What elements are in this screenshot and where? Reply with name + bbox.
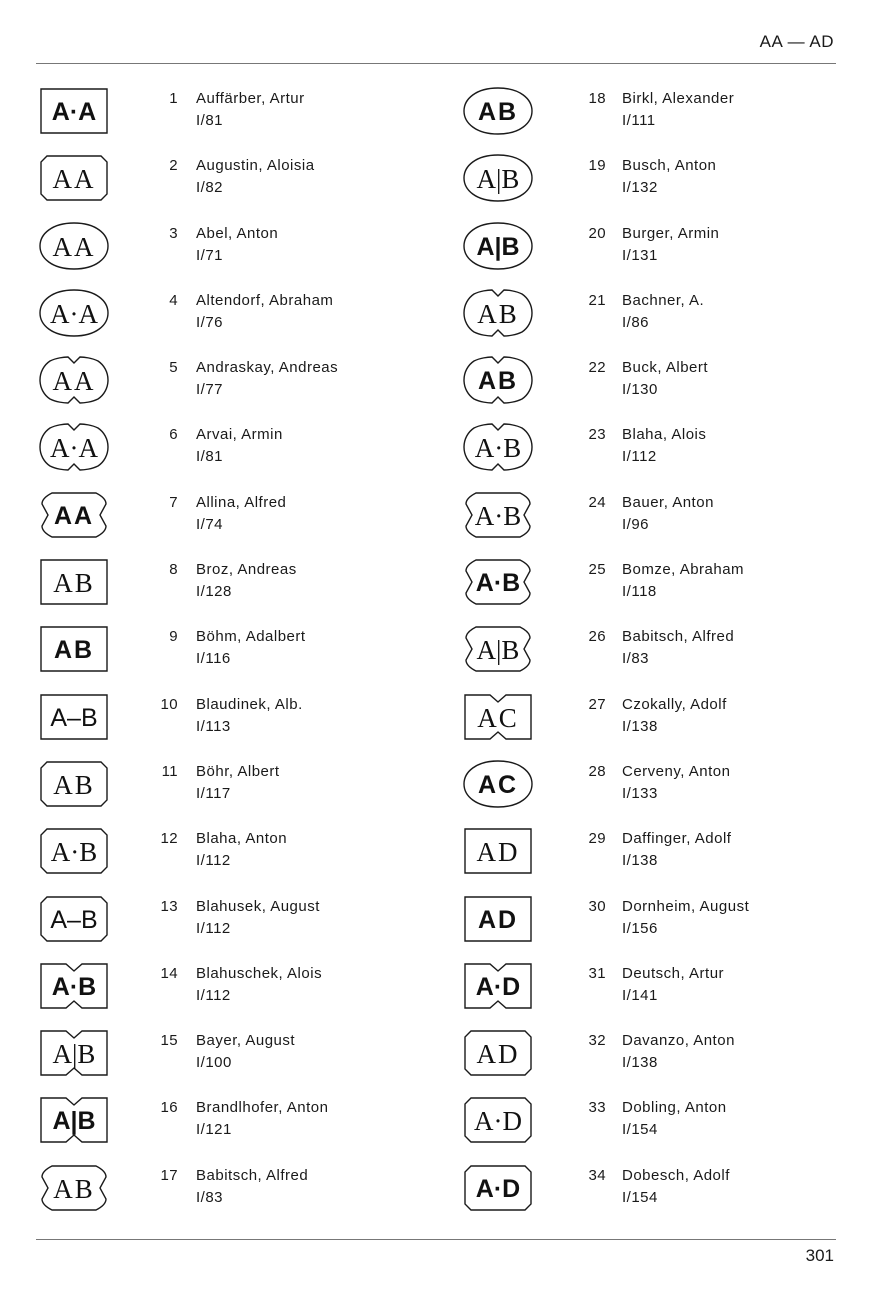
hallmark-letters: A·B (475, 569, 521, 598)
maker-name: Altendorf, Abraham (196, 291, 334, 309)
hallmark-letters: AB (477, 367, 519, 396)
hallmark-letters: AD (476, 837, 520, 868)
hallmark-stamp (38, 490, 110, 540)
hallmark-entry (36, 955, 456, 1022)
hallmark-shape (462, 1028, 534, 1078)
hallmark-letters: A·B (50, 837, 98, 868)
maker-name: Blahuschek, Alois (196, 964, 323, 982)
hallmark-entry (36, 888, 456, 955)
maker-name: Allina, Alfred (196, 493, 287, 511)
maker-name: Böhm, Adalbert (196, 628, 306, 646)
entry-number: 8 (169, 561, 178, 579)
maker-name: Blaha, Anton (196, 830, 288, 848)
hallmark-letters: A|B (52, 1107, 96, 1136)
hallmark-entry (36, 1022, 456, 1089)
maker-name: Bachner, A. (622, 291, 705, 309)
hallmark-entry (36, 820, 456, 887)
hallmark-entry (36, 147, 456, 214)
maker-name: Birkl, Alexander (622, 90, 735, 107)
maker-name: Bauer, Anton (622, 493, 714, 511)
hallmark-letters: AB (53, 769, 95, 800)
hallmark-stamp (38, 355, 110, 405)
hallmark-stamp (38, 894, 110, 944)
hallmark-letters: AD (476, 1039, 520, 1070)
hallmark-stamp (38, 1028, 110, 1078)
maker-name: Bomze, Abraham (622, 561, 745, 579)
hallmark-shape (462, 894, 534, 944)
hallmark-shape (38, 1095, 110, 1145)
hallmark-stamp (462, 221, 534, 271)
hallmark-entry (460, 686, 880, 753)
right-column (460, 80, 880, 1224)
catalog-reference: I/77 (196, 381, 224, 399)
maker-name: Blaha, Alois (622, 426, 707, 444)
entry-number: 11 (161, 762, 178, 780)
catalog-reference: I/138 (622, 1054, 658, 1072)
hallmark-stamp (462, 490, 534, 540)
hallmark-entry (460, 80, 880, 147)
entry-number: 17 (160, 1166, 178, 1184)
hallmark-entry (460, 215, 880, 282)
hallmark-letters: AA (52, 231, 96, 262)
hallmark-shape (462, 557, 534, 607)
entry-number: 13 (160, 897, 178, 915)
hallmark-letters: AA (52, 366, 96, 397)
catalog-reference: I/121 (196, 1121, 232, 1139)
maker-name: Brandlhofer, Anton (196, 1099, 329, 1117)
hallmark-letters: A–B (50, 905, 98, 934)
hallmark-entry (36, 484, 456, 551)
hallmark-letters: A|B (52, 1039, 96, 1070)
catalog-reference: I/156 (622, 919, 658, 937)
hallmark-shape (38, 153, 110, 203)
maker-name: Andraskay, Andreas (196, 359, 339, 377)
hallmark-entry (36, 349, 456, 416)
hallmark-shape (38, 86, 110, 136)
hallmark-stamp (462, 86, 534, 136)
catalog-reference: I/116 (196, 650, 231, 668)
maker-name: Abel, Anton (196, 224, 279, 242)
hallmark-shape (462, 624, 534, 674)
catalog-reference: I/76 (196, 313, 224, 331)
hallmark-shape (38, 288, 110, 338)
hallmark-letters: A·A (50, 298, 98, 329)
catalog-reference: I/118 (622, 583, 657, 601)
hallmark-letters: A·D (475, 972, 521, 1001)
entry-number: 34 (588, 1166, 606, 1184)
hallmark-entry (460, 349, 880, 416)
hallmark-shape (38, 961, 110, 1011)
catalog-reference: I/112 (196, 919, 231, 937)
maker-name: Deutsch, Artur (622, 964, 725, 982)
hallmark-stamp (38, 288, 110, 338)
catalog-reference: I/154 (622, 1188, 658, 1206)
maker-name: Burger, Armin (622, 224, 720, 242)
hallmark-stamp (38, 624, 110, 674)
hallmark-shape (462, 86, 534, 136)
hallmark-shape (462, 1095, 534, 1145)
hallmark-shape (38, 1028, 110, 1078)
hallmark-shape (38, 826, 110, 876)
catalog-reference: I/141 (622, 986, 658, 1004)
hallmark-entry (460, 1157, 880, 1224)
hallmark-letters: AB (477, 98, 519, 126)
maker-name: Böhr, Albert (196, 762, 280, 780)
hallmark-entry (460, 147, 880, 214)
catalog-reference: I/83 (622, 650, 650, 668)
hallmark-shape (38, 422, 110, 472)
hallmark-shape (462, 1163, 534, 1213)
catalog-reference: I/96 (622, 515, 650, 533)
hallmark-stamp (462, 1028, 534, 1078)
hallmark-shape (462, 759, 534, 809)
maker-name: Cerveny, Anton (622, 762, 731, 780)
entry-number: 30 (588, 897, 606, 915)
entry-number: 31 (588, 964, 606, 982)
hallmark-entry (460, 888, 880, 955)
catalog-reference: I/81 (196, 448, 224, 466)
entry-number: 19 (588, 157, 606, 175)
maker-name: Davanzo, Anton (622, 1032, 735, 1050)
maker-name: Busch, Anton (622, 157, 717, 175)
hallmark-letters: A·B (51, 972, 97, 1001)
entry-number: 32 (588, 1032, 606, 1050)
hallmark-stamp (462, 692, 534, 742)
page-header-range: AA — AD (759, 32, 834, 51)
entry-number: 4 (169, 291, 178, 309)
entry-number: 6 (169, 426, 178, 444)
hallmark-entry (460, 1022, 880, 1089)
entry-number: 9 (169, 628, 178, 646)
entry-number: 26 (588, 628, 606, 646)
entry-number: 1 (169, 90, 178, 107)
hallmark-entry (36, 416, 456, 483)
catalog-reference: I/131 (622, 246, 658, 264)
entry-number: 10 (160, 695, 178, 713)
maker-name: Blahusek, August (196, 897, 320, 915)
hallmark-letters: AB (53, 568, 95, 599)
catalog-reference: I/86 (622, 313, 650, 331)
catalog-reference: I/154 (622, 1121, 658, 1139)
hallmark-stamp (38, 422, 110, 472)
entry-number: 14 (160, 964, 178, 982)
hallmark-stamp (462, 961, 534, 1011)
catalog-reference: I/111 (622, 112, 656, 129)
hallmark-shape (462, 153, 534, 203)
maker-name: Buck, Albert (622, 359, 709, 377)
hallmark-stamp (38, 557, 110, 607)
hallmark-shape (38, 624, 110, 674)
hallmark-letters: AD (477, 905, 519, 934)
hallmark-stamp (38, 826, 110, 876)
hallmark-stamp (38, 221, 110, 271)
catalog-reference: I/117 (196, 784, 231, 802)
hallmark-entry (460, 820, 880, 887)
hallmark-entry (36, 1157, 456, 1224)
hallmark-shape (38, 759, 110, 809)
catalog-reference: I/112 (196, 852, 231, 870)
catalog-reference: I/82 (196, 179, 224, 197)
hallmark-letters: AA (52, 164, 96, 195)
catalog-reference: I/100 (196, 1054, 232, 1072)
hallmark-stamp (38, 1095, 110, 1145)
catalog-reference: I/81 (196, 112, 224, 129)
left-column (36, 80, 456, 1224)
catalog-reference: I/132 (622, 179, 658, 197)
hallmark-stamp (38, 759, 110, 809)
hallmark-stamp (462, 355, 534, 405)
hallmark-letters: AC (477, 770, 519, 799)
catalog-reference: I/138 (622, 852, 658, 870)
entry-number: 28 (588, 762, 606, 780)
hallmark-shape (462, 221, 534, 271)
hallmark-shape (38, 221, 110, 271)
hallmark-stamp (462, 1095, 534, 1145)
maker-name: Arvai, Armin (196, 426, 283, 444)
entry-number: 21 (588, 291, 606, 309)
hallmark-stamp (462, 153, 534, 203)
hallmark-letters: A·A (50, 433, 98, 464)
page-number: 301 (805, 1246, 834, 1265)
hallmark-stamp (462, 759, 534, 809)
hallmark-entry (460, 551, 880, 618)
catalog-reference: I/71 (196, 246, 224, 264)
hallmark-letters: AB (53, 636, 95, 665)
hallmark-letters: A·A (51, 98, 97, 126)
hallmark-letters: A|B (476, 164, 520, 195)
hallmark-stamp (462, 894, 534, 944)
maker-name: Blaudinek, Alb. (196, 695, 303, 713)
entry-number: 27 (588, 695, 606, 713)
hallmark-shape (38, 355, 110, 405)
catalog-reference: I/83 (196, 1188, 224, 1206)
hallmark-shape (38, 692, 110, 742)
entry-number: 5 (169, 359, 178, 377)
hallmark-stamp (38, 961, 110, 1011)
hallmark-entry (36, 215, 456, 282)
entry-number: 33 (588, 1099, 606, 1117)
hallmark-entry (460, 1089, 880, 1156)
hallmark-shape (38, 490, 110, 540)
maker-name: Babitsch, Alfred (622, 628, 735, 646)
hallmark-letters: A|B (476, 635, 520, 666)
footer-rule (36, 1239, 836, 1240)
hallmark-entry (36, 753, 456, 820)
hallmark-letters: AA (53, 501, 95, 530)
hallmark-letters: AB (53, 1173, 95, 1204)
hallmark-stamp (462, 288, 534, 338)
catalog-reference: I/133 (622, 784, 658, 802)
entry-number: 20 (588, 224, 606, 242)
entry-number: 22 (588, 359, 606, 377)
hallmark-letters: A·B (474, 500, 522, 531)
catalog-reference: I/112 (196, 986, 231, 1004)
hallmark-shape (462, 490, 534, 540)
maker-name: Bayer, August (196, 1032, 296, 1050)
hallmark-stamp (38, 692, 110, 742)
hallmark-stamp (38, 1163, 110, 1213)
entry-number: 29 (588, 830, 606, 848)
catalog-reference: I/112 (622, 448, 657, 466)
entry-number: 25 (588, 561, 606, 579)
entry-number: 7 (169, 493, 178, 511)
entry-number: 23 (588, 426, 606, 444)
entry-number: 18 (588, 90, 606, 107)
hallmark-entry (36, 1089, 456, 1156)
hallmark-entry (460, 955, 880, 1022)
hallmark-entry (36, 80, 456, 147)
hallmark-stamp (38, 86, 110, 136)
entry-number: 2 (169, 157, 178, 175)
hallmark-entry (460, 484, 880, 551)
maker-name: Auffärber, Artur (196, 90, 305, 107)
hallmark-entry (36, 618, 456, 685)
entry-number: 3 (169, 224, 178, 242)
hallmark-letters: A·D (474, 1106, 522, 1137)
hallmark-letters: A·B (474, 433, 522, 464)
hallmark-shape (38, 894, 110, 944)
maker-name: Daffinger, Adolf (622, 830, 732, 848)
catalog-reference: I/74 (196, 515, 224, 533)
hallmark-stamp (462, 422, 534, 472)
hallmark-entry (36, 551, 456, 618)
hallmark-shape (462, 355, 534, 405)
hallmark-entry (36, 686, 456, 753)
catalog-reference: I/113 (196, 717, 231, 735)
maker-name: Babitsch, Alfred (196, 1166, 309, 1184)
hallmark-shape (462, 422, 534, 472)
catalog-reference: I/130 (622, 381, 658, 399)
maker-name: Dobesch, Adolf (622, 1166, 730, 1184)
hallmark-stamp (462, 1163, 534, 1213)
hallmark-letters: AB (477, 298, 519, 329)
hallmark-stamp (38, 153, 110, 203)
catalog-reference: I/128 (196, 583, 232, 601)
hallmark-shape (462, 692, 534, 742)
maker-name: Dornheim, August (622, 897, 750, 915)
entry-number: 12 (160, 830, 178, 848)
entry-number: 16 (160, 1099, 178, 1117)
hallmark-shape (38, 557, 110, 607)
hallmark-letters: A–B (50, 703, 98, 732)
hallmark-letters: A·D (475, 1174, 521, 1203)
hallmark-letters: AC (477, 702, 519, 733)
hallmark-entry (460, 753, 880, 820)
hallmark-shape (462, 826, 534, 876)
catalog-reference: I/138 (622, 717, 658, 735)
maker-name: Dobling, Anton (622, 1099, 727, 1117)
hallmark-entry (460, 416, 880, 483)
entry-number: 24 (588, 493, 606, 511)
maker-name: Augustin, Aloisia (196, 157, 315, 175)
hallmark-shape (462, 961, 534, 1011)
hallmark-stamp (462, 557, 534, 607)
hallmark-entry (36, 282, 456, 349)
hallmark-shape (462, 288, 534, 338)
hallmark-stamp (462, 826, 534, 876)
hallmark-entry (460, 618, 880, 685)
hallmark-shape (38, 1163, 110, 1213)
maker-name: Broz, Andreas (196, 561, 297, 579)
hallmark-stamp (462, 624, 534, 674)
hallmark-entry (460, 282, 880, 349)
header-rule (36, 63, 836, 64)
maker-name: Czokally, Adolf (622, 695, 727, 713)
entry-number: 15 (160, 1032, 178, 1050)
hallmark-letters: A|B (476, 232, 520, 261)
